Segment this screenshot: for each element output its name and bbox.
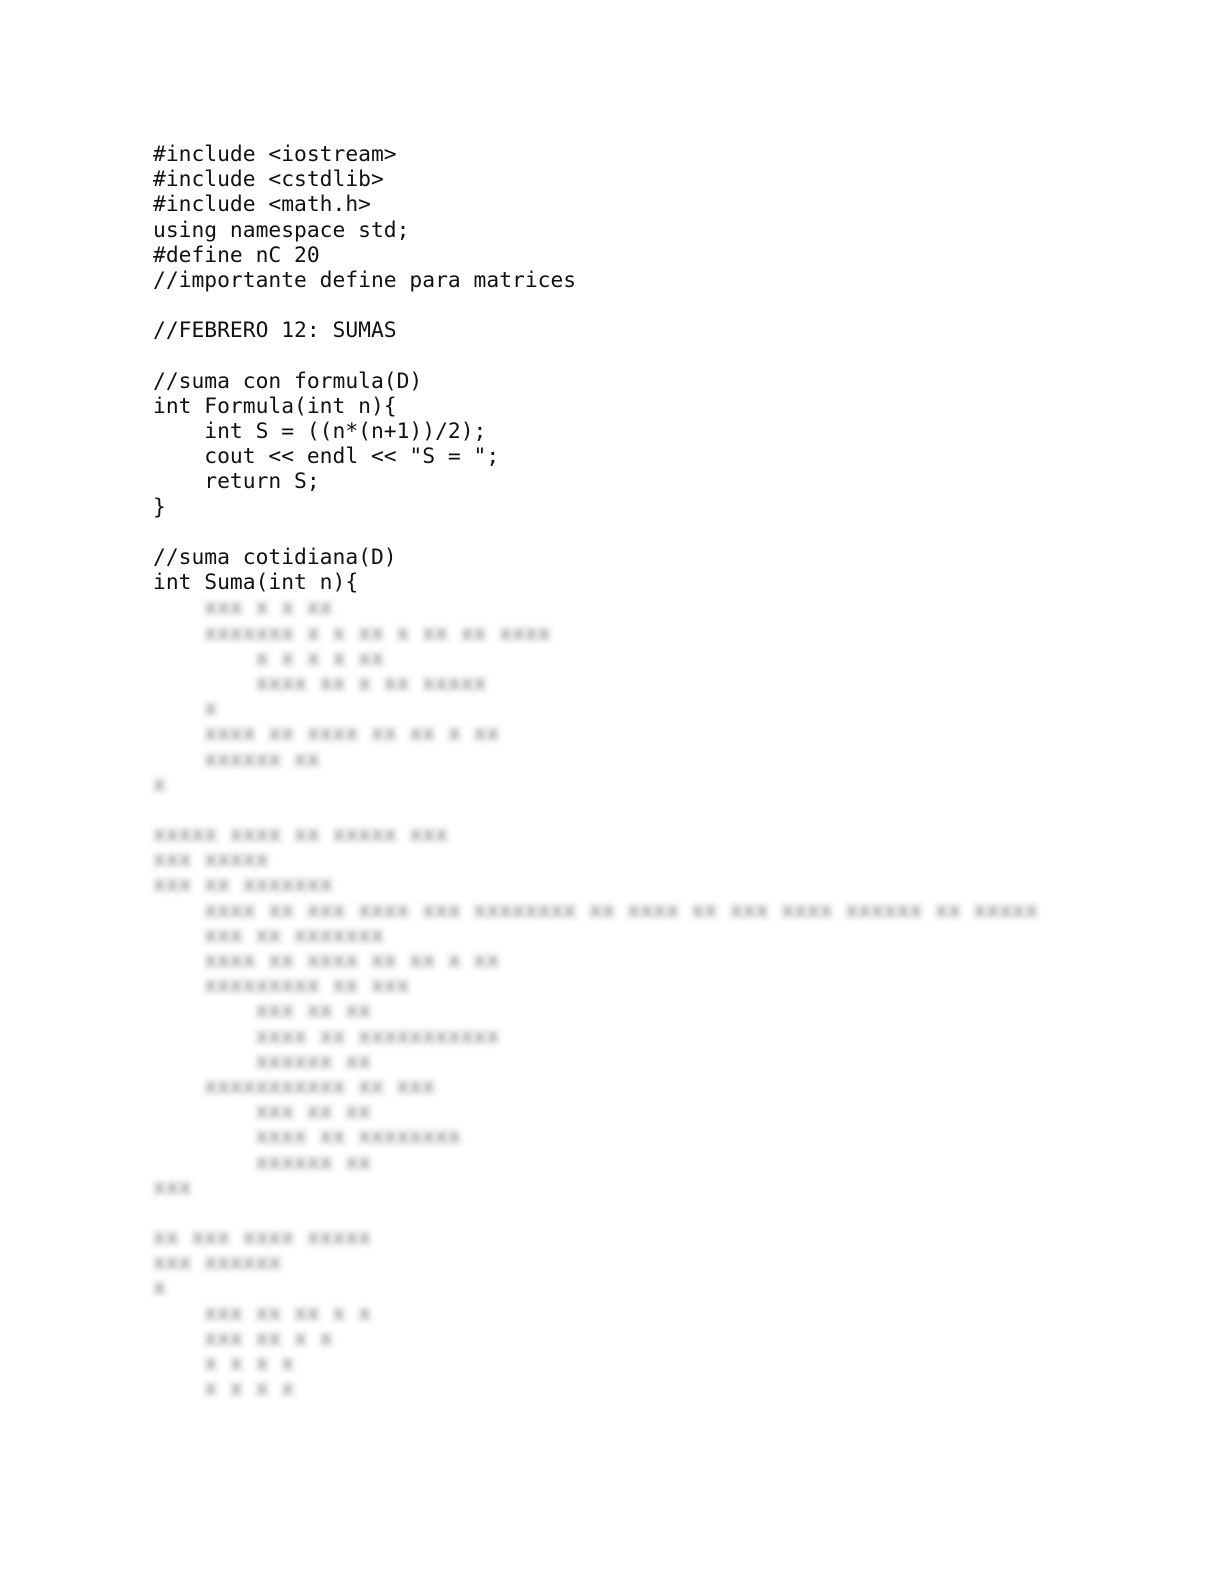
- code-line: #include <cstdlib>: [153, 167, 384, 193]
- obscured-code-line: xxx xxxxx: [153, 847, 269, 873]
- code-line: int Formula(int n){: [153, 393, 397, 419]
- obscured-code-line: x x x x xx: [153, 645, 384, 671]
- obscured-code-line: xxxx xx xxxxxxxxxxx: [153, 1023, 500, 1049]
- code-line: cout << endl << "S = ";: [153, 444, 500, 470]
- obscured-code-line: x x x x: [153, 1376, 295, 1402]
- code-line: [153, 520, 1153, 545]
- code-line: [153, 344, 1153, 369]
- obscured-code-line: xxx xx xxxxxxx: [153, 872, 333, 898]
- code-line: [153, 293, 1153, 318]
- obscured-code-line: xxxxxx xx: [153, 746, 320, 772]
- code-listing: [153, 142, 1153, 1401]
- obscured-code-line: xxx xx xx: [153, 998, 371, 1024]
- obscured-code-line: x: [153, 1275, 166, 1301]
- code-line: //importante define para matrices: [153, 267, 577, 293]
- code-line: int S = ((n*(n+1))/2);: [153, 419, 487, 445]
- code-line: #include <math.h>: [153, 192, 371, 218]
- obscured-code-line: x: [153, 696, 218, 722]
- code-line: using namespace std;: [153, 217, 410, 243]
- obscured-code-line: xxxxxxxxxxx xx xxx: [153, 1073, 436, 1099]
- obscured-code-line: x x x x: [153, 1351, 295, 1376]
- obscured-code-line: xxx xx xx: [153, 1099, 371, 1125]
- obscured-code-line: xxx x x xx: [153, 595, 333, 621]
- obscured-code-line: xxxxxxx x x xx x xx xx xxxx: [153, 620, 551, 646]
- obscured-code-line: xxxx xx xxx xxxx xxx xxxxxxxx xx xxxx xx xxx xxxx xxxxxx xx xxxxx: [153, 897, 1038, 923]
- code-line: //FEBRERO 12: SUMAS: [153, 318, 397, 344]
- obscured-code-line: xxx xx x x: [153, 1325, 333, 1351]
- obscured-code-line: xxxxxx xx: [153, 1048, 371, 1074]
- obscured-code-line: xxx xxxxxx: [153, 1250, 282, 1276]
- obscured-code-line: [153, 797, 1153, 822]
- obscured-code-line: x: [153, 771, 166, 797]
- code-line: //suma con formula(D): [153, 368, 423, 394]
- code-line: //suma cotidiana(D): [153, 545, 397, 570]
- obscured-code-line: xxxx xx xxxx xx xx x xx: [153, 948, 500, 973]
- obscured-code-line: xxx xx xx x x: [153, 1300, 371, 1326]
- obscured-code-line: xxxx xx xxxxxxxx: [153, 1124, 461, 1150]
- obscured-code-line: xx xxx xxxx xxxxx: [153, 1225, 371, 1251]
- code-line: return S;: [153, 469, 320, 495]
- obscured-code-line: xxx: [153, 1174, 192, 1200]
- obscured-code-line: xxxx xx x xx xxxxx: [153, 670, 487, 696]
- obscured-code-line: xxxxxxxxx xx xxx: [153, 973, 410, 999]
- code-line: int Suma(int n){: [153, 570, 359, 596]
- code-line: #include <iostream>: [153, 142, 397, 167]
- obscured-code-line: [153, 1200, 1153, 1225]
- obscured-code-line: xxxxx xxxx xx xxxxx xxx: [153, 822, 448, 848]
- code-line: #define nC 20: [153, 242, 320, 268]
- obscured-code-line: xxx xx xxxxxxx: [153, 922, 384, 948]
- code-line: }: [153, 494, 166, 520]
- obscured-code-line: xxxx xx xxxx xx xx x xx: [153, 721, 500, 747]
- obscured-code-line: xxxxxx xx: [153, 1149, 371, 1175]
